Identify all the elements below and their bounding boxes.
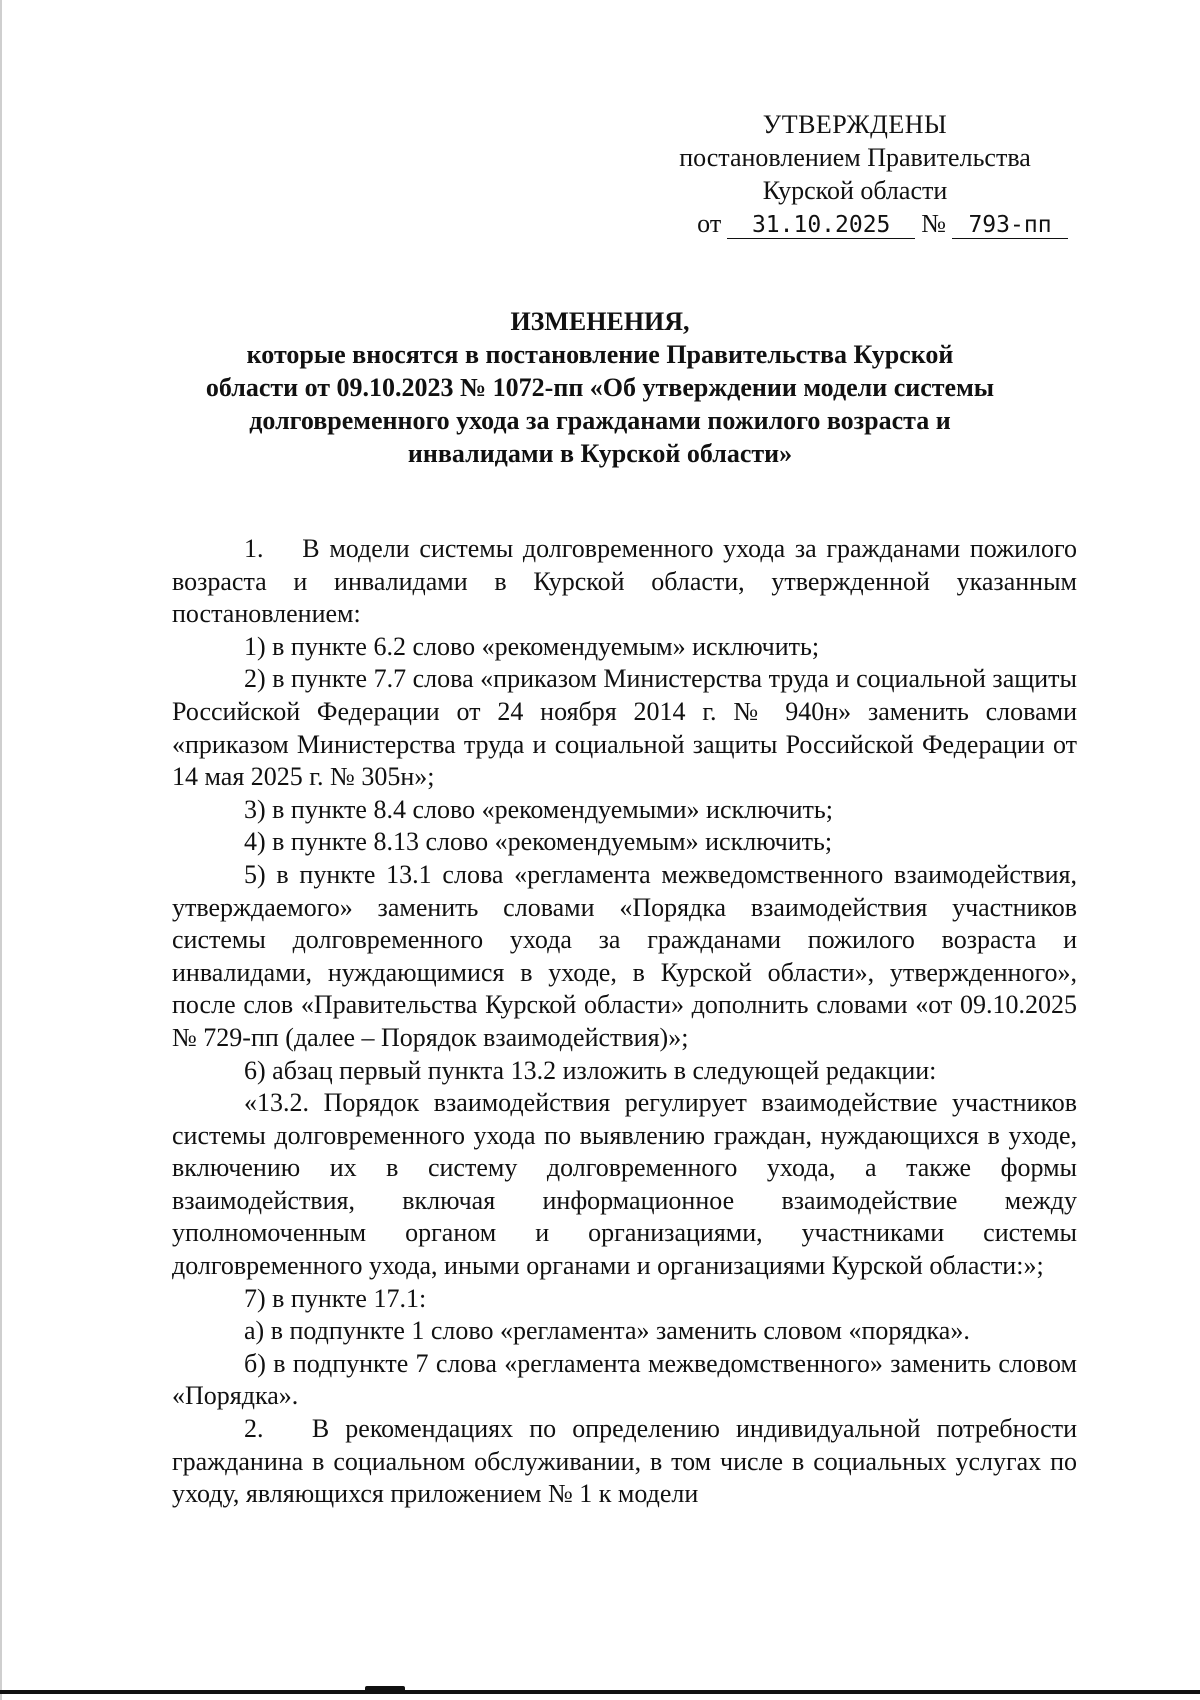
document-subheading: которые вносятся в постановление Правительства Курской области от 09.10.2023 № 1072-пп «Об утверждении модели системы долговременного ухода за гражданами пожилого возраста и инвалидами в Курской области» xyxy=(205,340,995,468)
scan-left-edge xyxy=(0,0,2,1700)
approval-date-line xyxy=(640,207,1070,240)
approval-date: 31.10.2025 xyxy=(727,212,915,239)
approval-number: 793-пп xyxy=(952,212,1068,239)
paragraph-subitem-b: б) в подпункте 7 слова «регламента межведомственного» заменить словом «Порядка». xyxy=(172,1348,1077,1411)
approval-line-2: Курской области xyxy=(762,176,948,205)
scan-bottom-edge xyxy=(0,1690,1200,1694)
document-body xyxy=(172,533,1077,1511)
paragraph-item-5: 5) в пункте 13.1 слова «регламента межведомственного взаимодействия, утверждаемого» заменить словами «Порядка взаимодействия участников системы долговременного ухода за гражданами пожилого возраста и инвалидами, нуждающимися в уходе, в Курской области», утвержденного», после слов «Правительства Курской области» дополнить словами «от 09.10.2025 № 729-пп (далее – Порядок взаимодействия)»; xyxy=(172,859,1077,1052)
paragraph-item-3: 3) в пункте 8.4 слово «рекомендуемыми» исключить; xyxy=(244,794,833,824)
document-title xyxy=(180,305,1020,470)
paragraph-item-2: 2) в пункте 7.7 слова «приказом Министерства труда и социальной защиты Российской Федерации от 24 ноября 2014 г. № 940н» заменить словами «приказом Министерства труда и социальной защиты Российской Федерации от 14 мая 2025 г. № 305н»; xyxy=(172,664,1077,792)
approval-stamp-block xyxy=(640,108,1070,240)
document-heading: ИЗМЕНЕНИЯ, xyxy=(510,307,690,336)
from-label: от xyxy=(697,209,722,238)
paragraph-item-1: 1) в пункте 6.2 слово «рекомендуемым» исключить; xyxy=(244,631,820,661)
paragraph-item-6: 6) абзац первый пункта 13.2 изложить в следующей редакции: xyxy=(244,1055,937,1085)
paragraph-item-4: 4) в пункте 8.13 слово «рекомендуемым» исключить; xyxy=(244,827,833,857)
paragraph-item-7: 7) в пункте 17.1: xyxy=(244,1283,427,1313)
paragraph-subitem-a: а) в подпункте 1 слово «регламента» заменить словом «порядка». xyxy=(244,1316,970,1346)
approval-title: УТВЕРЖДЕНЫ xyxy=(762,110,948,139)
approval-line-1: постановлением Правительства xyxy=(679,143,1031,172)
paragraph-2: 2. В рекомендациях по определению индивидуальной потребности гражданина в социальном обслуживании, в том числе в социальных услугах по уходу, являющихся приложением № 1 к модели xyxy=(172,1414,1077,1509)
paragraph-1: 1. В модели системы долговременного ухода за гражданами пожилого возраста и инвалидами в Курской области, утвержденной указанным постановлением: xyxy=(172,534,1077,629)
number-label: № xyxy=(921,209,946,238)
paragraph-quote-13-2: «13.2. Порядок взаимодействия регулирует взаимодействие участников системы долговременного ухода по выявлению граждан, нуждающихся в уходе, включению их в систему долговременного ухода, а также формы взаимодействия, включая информационное взаимодействие между уполномоченным органом и организациями, участниками системы долговременного ухода, иными органами и организациями Курской области:»; xyxy=(172,1088,1077,1281)
